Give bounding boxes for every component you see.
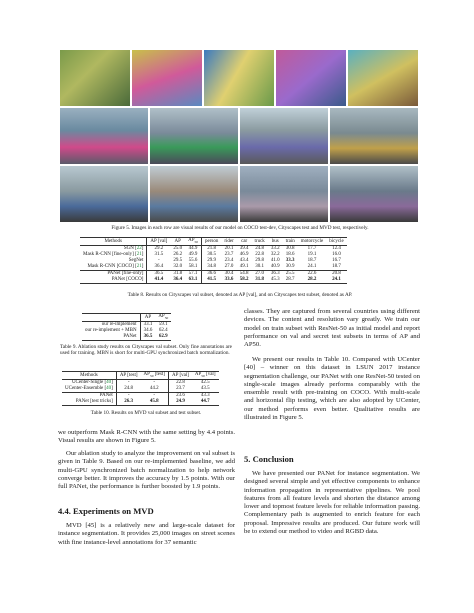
result-image [240,166,328,222]
result-image [132,50,202,106]
table-9-caption: Table 9. Ablation study results on Cityscapes val subset. Only fine annotations are used for training. MBN is short for multi-GPU synchronized batch normalization. [60,344,232,357]
table-row: UCenter-Ensemble [40] 24.8 44.2 23.7 43.5 [62,386,219,393]
left-paragraph-3: MVD [45] is a relatively new and large-scale dataset for instance segmentation. It provides 25,000 images on street scenes with fine instance-level annotations for 37 semantic [58,522,235,546]
result-image [204,50,274,106]
table-8 [80,237,347,284]
table-header: truck [254,238,265,244]
result-image [348,50,418,106]
section-heading-mvd: 4.4. Experiments on MVD [58,506,154,516]
table-header: car [241,238,248,244]
table-row: SGN [22] 29.2 25.0 44.9 21.8 20.1 39.4 24.8 33.2 30.8 17.7 12.4 [80,246,347,253]
table-header [82,314,140,322]
table-row: UCenter-Single [40] - - 22.8 42.5 [62,380,219,387]
section-heading-conclusion: 5. Conclusion [244,454,294,464]
table-header: rider [224,238,234,244]
table-header: AP [144,314,152,320]
result-image [150,166,238,222]
table-header: $AP_{50}$ [158,314,169,320]
right-paragraph-2: We present our results in Table 10. Compared with UCenter [40] – winner on this dataset in LSUN 2017 instance segmentation challenge, our PANet with one ResNet-50 tested on single-scale images already performs comparably with the ensemble result with pre-training on COCO. With multi-scale and horizontal flip testing, which are also adopted by UCenter, our method performs even better. Qualitative results are illustrated in Figure 5. [244,356,420,422]
table-8-caption: Table 8. Results on Cityscapes val subset, denoted as AP [val], and on Cityscapes test subset, denoted as AP. [127,292,353,298]
table-header: bus [271,238,279,244]
table-header: $AP_{50}$ [val] [194,372,216,378]
table-10 [62,371,219,406]
table-row: PANet [test tricks] 26.3 45.8 24.9 44.7 [62,399,219,406]
figure-row-coco [60,50,418,106]
table-header: $AP_{50}$ [test] [141,372,169,380]
table-row: PANet - - 23.6 43.3 [62,393,219,400]
right-paragraph-1: classes. They are captured from several countries using different devices. The content and resolution vary greatly. We train our model on train subset with ResNet-50 as initial model and report performance on val and secret test subsets in terms of AP and AP50. [244,308,420,349]
table-header: AP [val] [150,238,168,244]
table-header: Methods [62,372,116,380]
left-paragraph-1: we outperform Mask R-CNN with the same setting by 4.4 points. Visual results are shown in Figure 5. [58,429,235,445]
figure-row-cityscapes [60,108,418,164]
result-image [60,50,130,106]
result-image [150,108,238,164]
table-9 [82,313,171,341]
figure-row-mvd [60,166,418,222]
left-paragraph-2: Our ablation study to analyze the improvement on val subset is given in Table 9. Based on our re-implemented baseline, we add multi-GPU synchronized batch normalization to help network converge better. It improves the accuracy by 1.5 points. With our full PANet, the performance is further boosted by 1.9 points. [58,450,235,491]
figure-caption: Figure 5. Images in each row are visual results of our model on COCO test-dev, Cityscapes test and MVD test, respectively. [111,225,369,231]
result-image [60,166,148,222]
table-header: AP [174,238,181,244]
result-image [60,108,148,164]
result-image [240,108,328,164]
table-header: train [285,238,295,244]
table-header: $AP_{50}$ [185,238,201,246]
table-row: PANet 36.5 62.9 [82,334,171,341]
table-header: bicycle [329,238,344,244]
table-row: Mask R-CNN [COCO] [21] 36.4 32.0 58.1 34.8 27.0 49.1 30.1 40.9 30.9 24.1 18.7 [80,264,347,271]
table-row: PANet [fine-only] 36.5 31.8 57.1 36.6 30.4 54.8 27.0 36.3 25.5 22.6 20.8 [80,271,347,278]
result-image [330,166,418,222]
table-header: Methods [80,238,147,246]
table-header: motorcycle [300,238,324,244]
table-row: Mask R-CNN [fine-only] [21] 31.5 26.2 49.9 30.5 23.7 46.9 22.8 32.2 18.6 19.1 16.0 [80,252,347,258]
table-row: our re-implement + MBN 34.6 62.4 [82,328,171,334]
table-header: person [204,238,219,244]
result-image [330,108,418,164]
result-image [276,50,346,106]
table-header: AP [test] [119,372,138,378]
table-10-caption: Table 10. Results on MVD val subset and test subset. [90,410,202,416]
table-header: AP [val] [171,372,189,378]
table-row: our re-implement 33.1 59.1 [82,322,171,329]
table-row: PANet [COCO] 41.4 36.4 63.1 41.5 33.6 58.2 31.8 45.3 28.7 28.2 24.1 [80,277,347,284]
right-paragraph-3: We have presented our PANet for instance segmentation. We designed several simple and yet effective components to enhance information propagation in representative pipelines. We pool features from all feature levels and shorten the distance among lower and topmost feature levels for reliable information passing. Complementary path is augmented to enrich feature for each proposal. Impressive results are produced. Our future work will be to extend our method to video and RGBD data. [244,470,420,536]
table-row: SegNet - 29.5 55.6 29.9 23.4 43.4 29.8 41.0 33.3 18.7 16.7 [80,258,347,264]
